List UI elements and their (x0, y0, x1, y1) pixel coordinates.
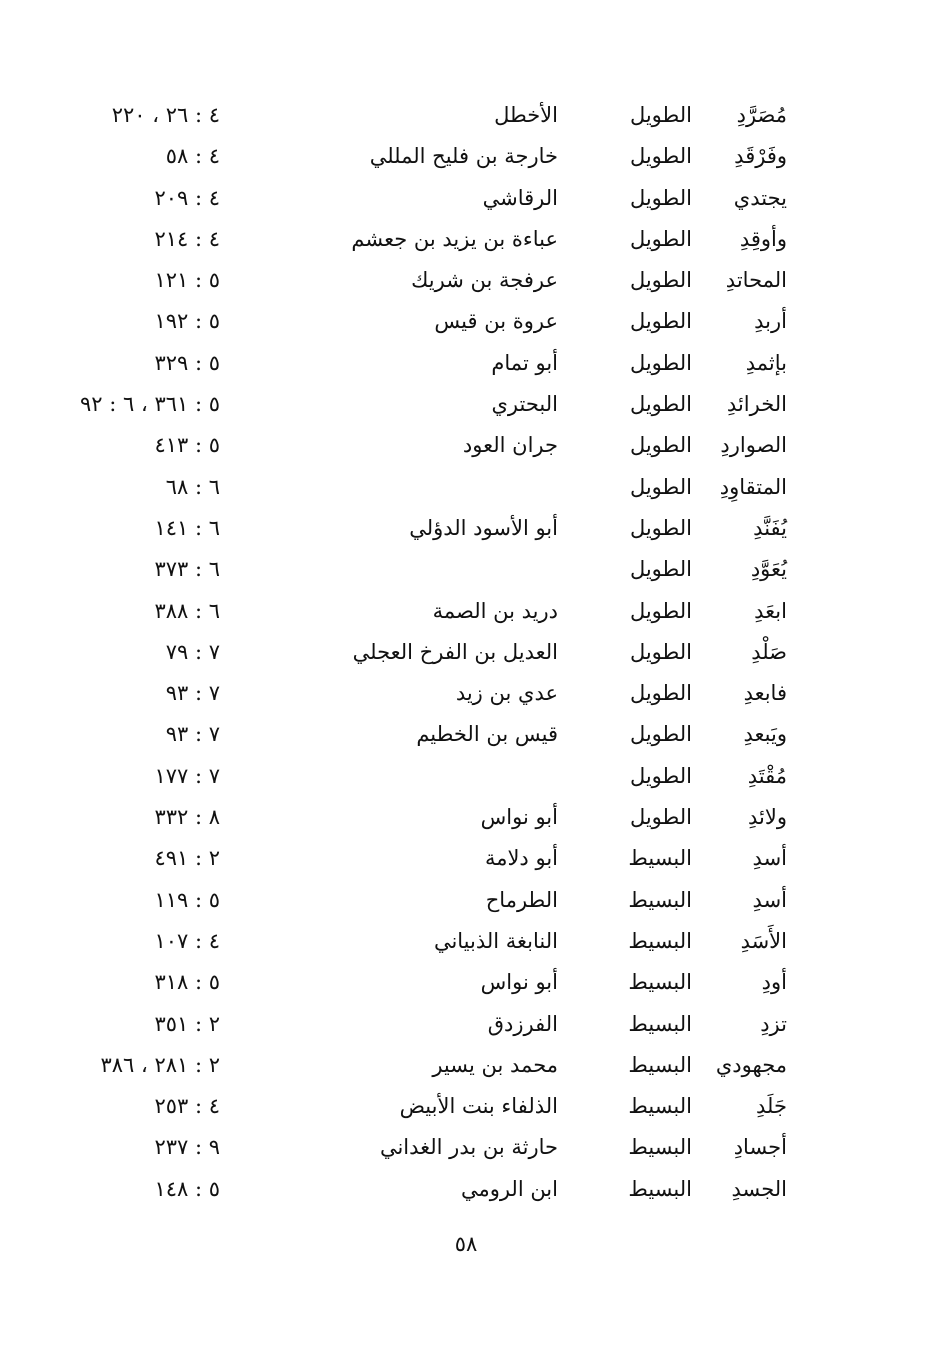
meter-cell: البسيط (628, 928, 692, 953)
meter-cell: الطويل (629, 268, 692, 293)
reference-cell: ٤ : ٢٠٩ (154, 185, 220, 210)
table-row (0, 136, 932, 177)
reference-cell: ٥ : ٣٢٩ (154, 350, 220, 375)
rhyme-cell: مجهودي (715, 1052, 787, 1077)
rhyme-cell: يُفَنَّدِ (753, 515, 787, 540)
poet-cell: الذلفاء بنت الأبيض (399, 1094, 558, 1119)
rhyme-cell: تزدِ (760, 1011, 787, 1036)
poet-cell: الطرماح (485, 887, 558, 912)
rhyme-cell: أودِ (761, 970, 787, 995)
poet-cell: البحتري (491, 392, 558, 417)
meter-cell: البسيط (628, 1011, 692, 1036)
poet-cell: دريد بن الصمة (432, 598, 558, 623)
table-row (0, 260, 932, 301)
rhyme-cell: الصواردِ (720, 433, 787, 458)
rhyme-cell: يُعَوَّدِ (750, 557, 787, 582)
meter-cell: الطويل (629, 474, 692, 499)
rhyme-cell: أربدِ (754, 309, 787, 334)
table-row (0, 880, 932, 921)
reference-cell: ٢ : ٢٨١ ، ٣٨٦ (100, 1052, 220, 1077)
poet-cell: الرقاشي (482, 185, 558, 210)
meter-cell: الطويل (629, 433, 692, 458)
reference-cell: ٤ : ٥٨ (165, 144, 220, 169)
reference-cell: ٥ : ٣٦١ ، ٦ : ٩٢ (80, 392, 220, 417)
meter-cell: الطويل (629, 598, 692, 623)
reference-cell: ٦ : ٣٧٣ (154, 557, 220, 582)
reference-cell: ٧ : ١٧٧ (154, 763, 220, 788)
poet-cell: ابن الرومي (460, 1176, 558, 1201)
rhyme-cell: أسدِ (752, 846, 787, 871)
rhyme-cell: ولائدِ (748, 805, 787, 830)
meter-cell: البسيط (628, 1135, 692, 1160)
reference-cell: ٧ : ٧٩ (165, 639, 220, 664)
table-row (0, 591, 932, 632)
rhyme-cell: ابعَدِ (754, 598, 787, 623)
poet-cell: خارجة بن فليح المللي (369, 144, 558, 169)
meter-cell: البسيط (628, 887, 692, 912)
rhyme-cell: أجسادِ (733, 1135, 787, 1160)
reference-cell: ٢ : ٤٩١ (154, 846, 220, 871)
poet-cell: الفرزدق (487, 1011, 558, 1036)
meter-cell: الطويل (629, 144, 692, 169)
rhyme-cell: الخرائدِ (726, 392, 787, 417)
table-row (0, 838, 932, 879)
table-row (0, 508, 932, 549)
page-number: ٥٨ (454, 1232, 478, 1256)
meter-cell: الطويل (629, 226, 692, 251)
meter-cell: الطويل (629, 722, 692, 747)
table-row (0, 549, 932, 590)
reference-cell: ٥ : ١٢١ (154, 268, 220, 293)
rhyme-cell: بإثمدِ (745, 350, 787, 375)
reference-cell: ٥ : ١٤٨ (154, 1176, 220, 1201)
table-row (0, 343, 932, 384)
table-row (0, 797, 932, 838)
meter-cell: الطويل (629, 103, 692, 127)
reference-cell: ٧ : ٩٣ (165, 681, 220, 706)
rhyme-cell: يجتدي (733, 185, 787, 210)
meter-cell: الطويل (629, 309, 692, 334)
table-row (0, 714, 932, 755)
table-row (0, 178, 932, 219)
table-row (0, 1004, 932, 1045)
rhyme-cell: وأوقِدِ (739, 226, 787, 251)
reference-cell: ٦ : ٦٨ (165, 474, 220, 499)
reference-cell: ٥ : ٤١٣ (154, 433, 220, 458)
table-row (0, 1169, 932, 1210)
table-row (0, 1045, 932, 1086)
rhyme-cell: الأَسَدِ (740, 928, 787, 953)
reference-cell: ٦ : ٣٨٨ (154, 598, 220, 623)
reference-cell: ٧ : ٩٣ (165, 722, 220, 747)
rhyme-cell: وفَرْقَدِ (734, 144, 787, 169)
meter-cell: الطويل (629, 639, 692, 664)
reference-cell: ٤ : ١٠٧ (154, 928, 220, 953)
table-row (0, 219, 932, 260)
reference-cell: ٤ : ٢٦ ، ٢٢٠ (111, 103, 220, 127)
rhyme-cell: ويَبعدِ (743, 722, 787, 747)
meter-cell: البسيط (628, 970, 692, 995)
meter-cell: الطويل (629, 763, 692, 788)
poet-cell: محمد بن يسير (432, 1052, 558, 1077)
poet-cell: حارثة بن بدر الغداني (379, 1135, 558, 1160)
rhyme-cell: فابعدِ (743, 681, 787, 706)
meter-cell: الطويل (629, 681, 692, 706)
poet-cell: عروة بن قيس (434, 309, 558, 334)
meter-cell: الطويل (629, 515, 692, 540)
meter-cell: البسيط (628, 1052, 692, 1077)
reference-cell: ٥ : ١٩٢ (154, 309, 220, 334)
table-row (0, 301, 932, 342)
meter-cell: الطويل (629, 805, 692, 830)
poet-cell: أبو نواس (480, 805, 558, 830)
poet-cell: الأخطل (494, 103, 558, 127)
index-table (0, 95, 932, 1210)
table-row (0, 921, 932, 962)
table-row (0, 384, 932, 425)
reference-cell: ٢ : ٣٥١ (154, 1011, 220, 1036)
reference-cell: ٥ : ١١٩ (154, 887, 220, 912)
table-row (0, 632, 932, 673)
meter-cell: البسيط (628, 846, 692, 871)
poet-cell: قيس بن الخطيم (416, 722, 558, 747)
table-row (0, 1127, 932, 1168)
meter-cell: الطويل (629, 185, 692, 210)
poet-cell: أبو دلامة (484, 846, 558, 871)
reference-cell: ٦ : ١٤١ (154, 515, 220, 540)
reference-cell: ٤ : ٢١٤ (154, 226, 220, 251)
table-row (0, 95, 932, 136)
reference-cell: ٩ : ٢٣٧ (154, 1135, 220, 1160)
poet-cell: عدي بن زيد (455, 681, 558, 706)
reference-cell: ٥ : ٣١٨ (154, 970, 220, 995)
poet-cell: أبو تمام (491, 350, 558, 375)
table-row (0, 467, 932, 508)
rhyme-cell: مُقْتَدِ (747, 763, 787, 788)
poet-cell: عباءة بن يزيد بن جعشم (351, 226, 558, 251)
poet-cell: عرفجة بن شريك (411, 268, 558, 293)
rhyme-cell: جَلَدِ (756, 1094, 787, 1119)
rhyme-cell: أسدِ (752, 887, 787, 912)
rhyme-cell: المتقاوِدِ (719, 474, 787, 499)
rhyme-cell: صَلْدِ (751, 639, 787, 664)
meter-cell: الطويل (629, 350, 692, 375)
table-row (0, 1086, 932, 1127)
poet-cell: جران العود (462, 433, 558, 458)
meter-cell: البسيط (628, 1176, 692, 1201)
table-row (0, 673, 932, 714)
table-row (0, 425, 932, 466)
reference-cell: ٤ : ٢٥٣ (154, 1094, 220, 1119)
poet-cell: أبو نواس (480, 970, 558, 995)
poet-cell: النابغة الذبياني (433, 928, 558, 953)
meter-cell: البسيط (628, 1094, 692, 1119)
meter-cell: الطويل (629, 392, 692, 417)
poet-cell: العديل بن الفرخ العجلي (352, 639, 558, 664)
rhyme-cell: المحاتدِ (725, 268, 787, 293)
rhyme-cell: الجسدِ (731, 1176, 787, 1201)
table-row (0, 756, 932, 797)
poet-cell: أبو الأسود الدؤلي (409, 515, 558, 540)
table-row (0, 962, 932, 1003)
meter-cell: الطويل (629, 557, 692, 582)
rhyme-cell: مُصَرَّدِ (736, 103, 787, 127)
reference-cell: ٨ : ٣٣٢ (154, 805, 220, 830)
